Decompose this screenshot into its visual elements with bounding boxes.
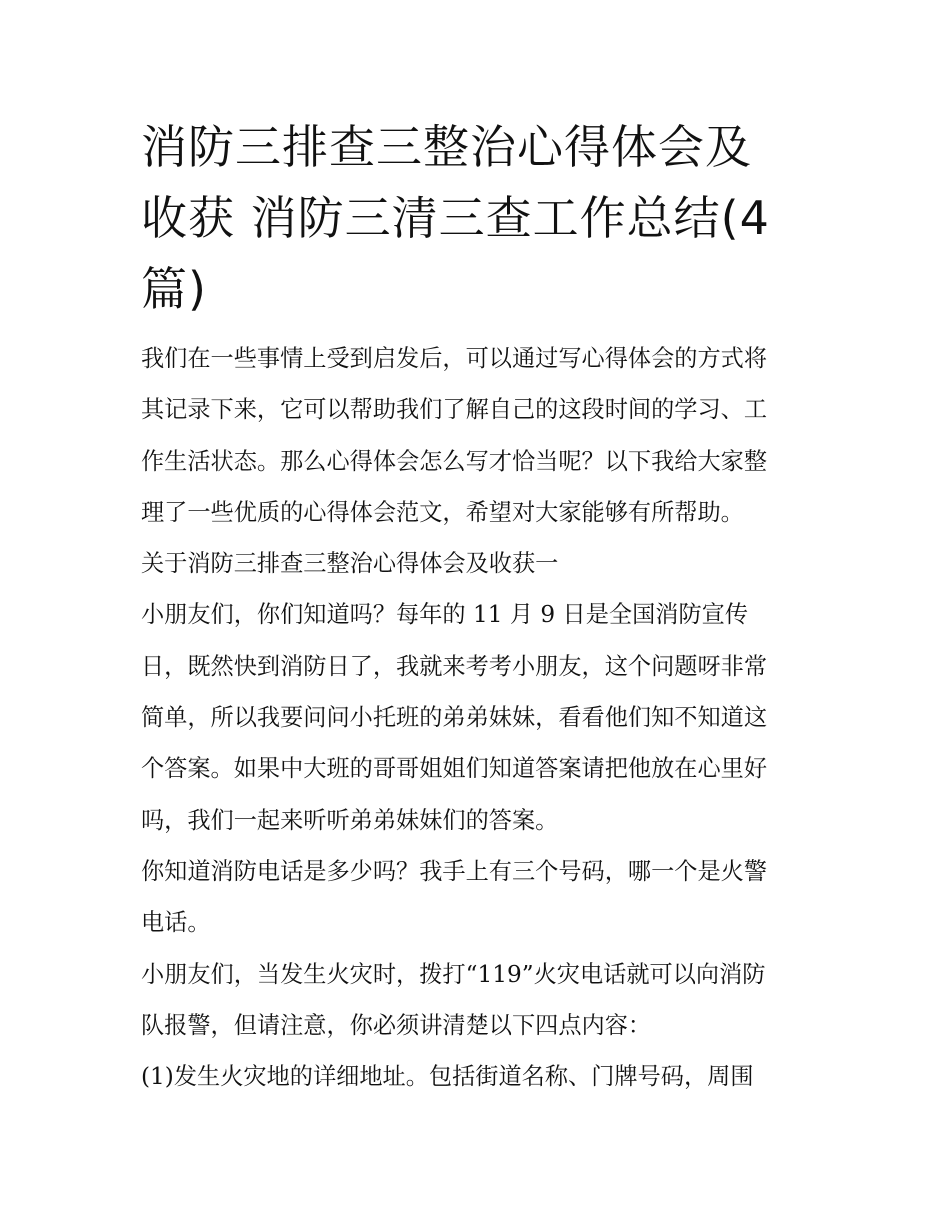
document-content [141,112,821,1102]
text-line: 你知道消防电话是多少吗？我手上有三个号码，哪一个是火警 [141,857,768,885]
text-line: 其记录下来，它可以帮助我们了解自己的这段时间的学习、工 [141,396,768,424]
text-line: 理了一些优质的心得体会范文，希望对大家能够有所帮助。 [141,498,744,526]
text-line: 简单，所以我要问问小托班的弟弟妹妹，看看他们知不知道这 [141,704,768,732]
text-line: 吗，我们一起来听听弟弟妹妹们的答案。 [141,806,559,834]
body-paragraph [141,846,821,949]
title-line: 收获 消防三清三查工作总结(4 [141,191,770,245]
body-paragraph [141,589,821,845]
text-line: 电话。 [141,909,211,937]
text-line: 关于消防三排查三整治心得体会及收获一 [141,550,559,578]
text-line: 日，既然快到消防日了，我就来考考小朋友，这个问题呀非常 [141,652,768,680]
section-heading [141,538,821,589]
text-line: 个答案。如果中大班的哥哥姐姐们知道答案请把他放在心里好 [141,755,768,783]
title-line: 消防三排查三整治心得体会及 [141,120,752,174]
text-line: (1)发生火灾地的详细地址。包括街道名称、门牌号码，周围 [141,1063,754,1091]
title-line: 篇) [141,262,207,316]
text-line: 作生活状态。那么心得体会怎么写才恰当呢？以下我给大家整 [141,447,768,475]
intro-paragraph [141,333,821,538]
body-paragraph [141,949,821,1052]
document-title [141,112,821,325]
body-paragraph [141,1051,821,1102]
text-line: 队报警，但请注意，你必须讲清楚以下四点内容： [141,1011,652,1039]
text-line: 小朋友们，你们知道吗？每年的 11 月 9 日是全国消防宣传 [141,601,749,629]
text-line: 小朋友们，当发生火灾时，拨打“119”火灾电话就可以向消防 [141,960,766,988]
document-body [141,333,821,1102]
text-line: 我们在一些事情上受到启发后，可以通过写心得体会的方式将 [141,345,768,372]
